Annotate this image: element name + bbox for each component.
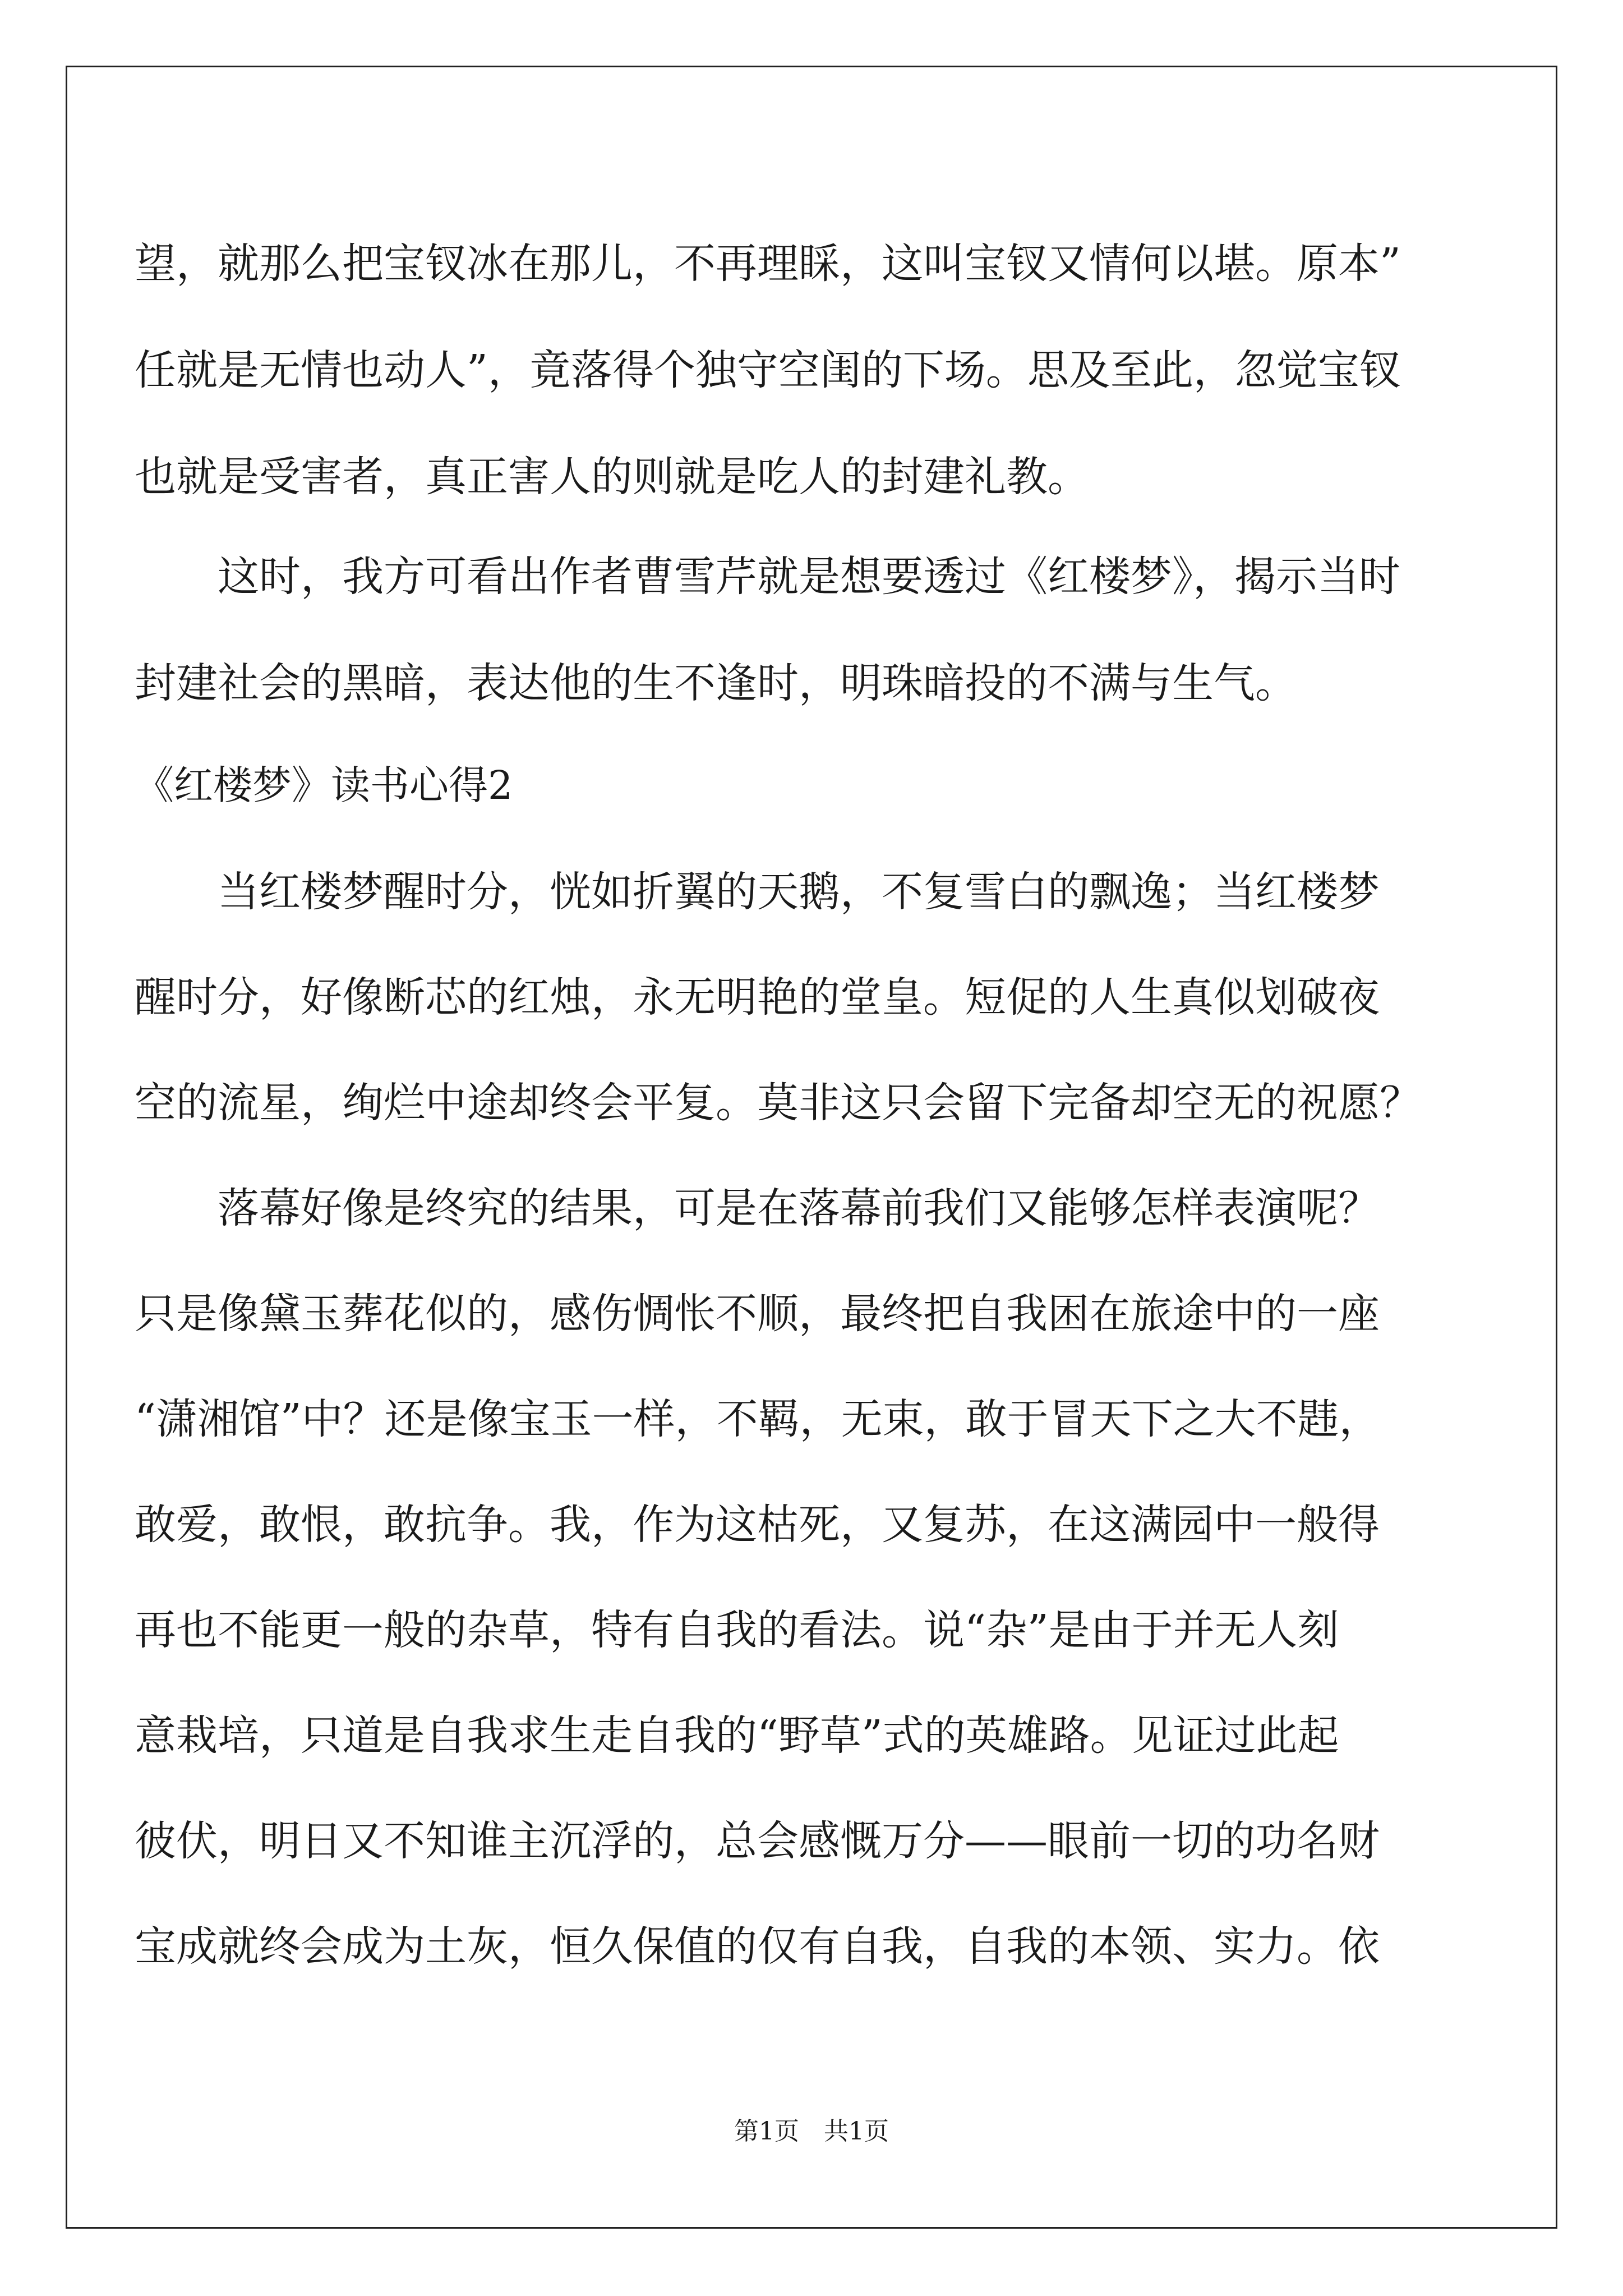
section-heading: 《红楼梦》读书心得2 — [135, 762, 513, 808]
text-line: 只是像黛玉葬花似的，感伤惆怅不顺，最终把自我困在旅途中的一座 — [135, 1290, 1380, 1338]
text-line: 敢爱，敢恨，敢抗争。我，作为这枯死，又复苏，在这满园中一般得 — [135, 1501, 1380, 1549]
text-line: 彼伏，明日又不知谁主沉浮的，总会感慨万分——眼前一切的功名财 — [135, 1817, 1380, 1865]
text-line: 空的流星，绚烂中途却终会平复。莫非这只会留下完备却空无的祝愿？ — [135, 1079, 1421, 1127]
text-line: 这时，我方可看出作者曹雪芹就是想要透过《红楼梦》，揭示当时 — [135, 553, 1400, 601]
text-line: “潇湘馆”中？还是像宝玉一样，不羁，无束，敢于冒天下之大不韪， — [135, 1395, 1381, 1443]
text-line: 再也不能更一般的杂草，特有自我的看法。说“杂”是由于并无人刻 — [135, 1606, 1339, 1654]
page-number: 第1页 共1页 — [734, 2117, 889, 2146]
text-line: 望，就那么把宝钗冰在那儿，不再理睬，这叫宝钗又情何以堪。原本” — [135, 240, 1401, 288]
text-line: 落幕好像是终究的结果，可是在落幕前我们又能够怎样表演呢？ — [135, 1184, 1380, 1232]
text-line: 任就是无情也动人”，竟落得个独守空闺的下场。思及至此，忽觉宝钗 — [135, 346, 1401, 394]
text-line: 当红楼梦醒时分，恍如折翼的天鹅，不复雪白的飘逸；当红楼梦 — [135, 868, 1380, 916]
text-line: 宝成就终会成为土灰，恒久保值的仅有自我，自我的本领、实力。依 — [135, 1922, 1380, 1971]
text-line: 也就是受害者，真正害人的则就是吃人的封建礼教。 — [135, 453, 1089, 501]
text-line: 醒时分，好像断芯的红烛，永无明艳的堂皇。短促的人生真似划破夜 — [135, 973, 1380, 1022]
text-line: 封建社会的黑暗，表达他的生不逢时，明珠暗投的不满与生气。 — [135, 659, 1297, 707]
text-line: 意栽培，只道是自我求生走自我的“野草”式的英雄路。见证过此起 — [135, 1711, 1339, 1760]
